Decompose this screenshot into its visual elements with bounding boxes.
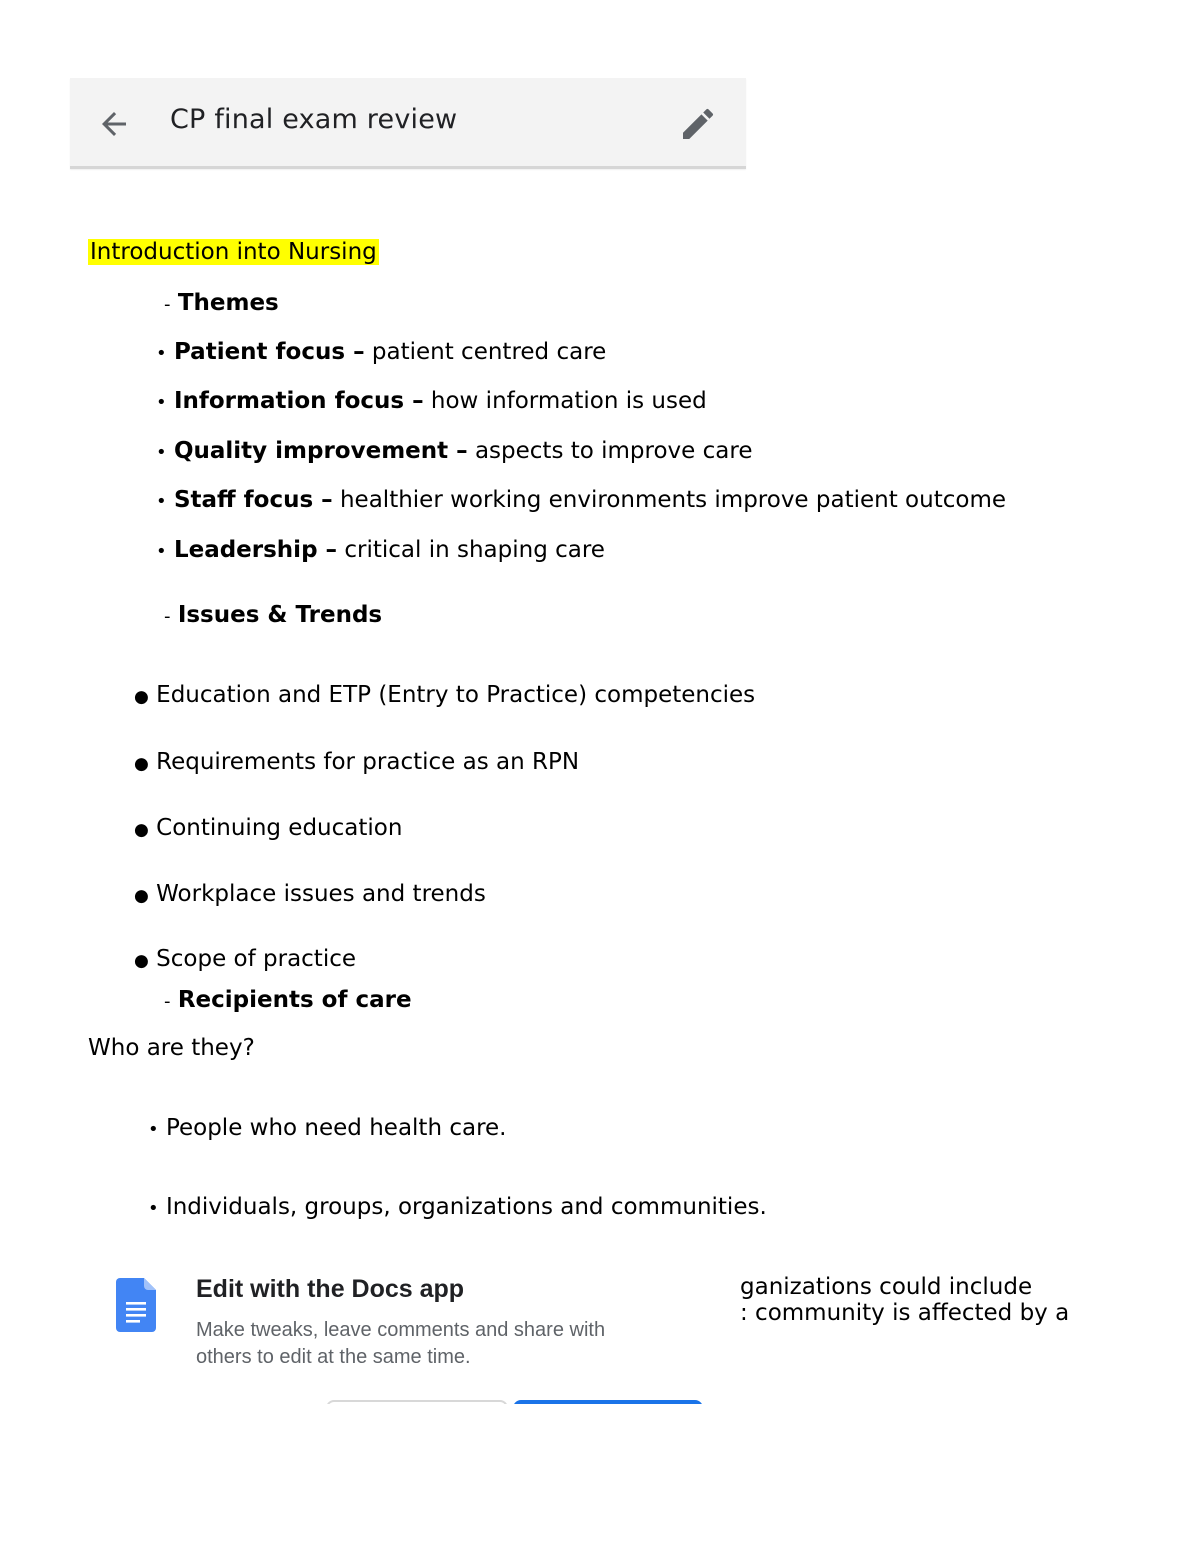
promo-body-line: Make tweaks, leave comments and share with: [196, 1319, 606, 1341]
section-heading: [88, 237, 379, 267]
document-title: CP final exam review: [170, 104, 458, 135]
highlighted-heading: Introduction into Nursing: [90, 239, 377, 265]
list-item: • Individuals, groups, organizations and communities.: [148, 1194, 767, 1220]
partial-text-line: : community is affected by a: [740, 1300, 1070, 1326]
list-item: ● Scope of practice: [134, 946, 357, 972]
promo-title: Edit with the Docs app: [196, 1275, 465, 1303]
app-bar: [70, 78, 746, 169]
edit-button[interactable]: [678, 104, 718, 144]
list-item: ● Education and ETP (Entry to Practice) competencies: [134, 682, 756, 708]
list-item: ● Requirements for practice as an RPN: [134, 749, 580, 775]
list-item: • Patient focus – patient centred care: [156, 339, 607, 365]
list-item: • Staff focus – healthier working environments improve patient outcome: [156, 487, 1006, 513]
page-blank-area: [0, 1404, 1200, 1553]
list-item: ● Continuing education: [134, 815, 403, 841]
arrow-back-icon: [96, 106, 132, 142]
partial-text-line: ganizations could include: [740, 1274, 1033, 1300]
list-item: ● Workplace issues and trends: [134, 881, 486, 907]
list-item: • Information focus – how information is used: [156, 388, 707, 414]
list-item: • People who need health care.: [148, 1115, 507, 1141]
question-text: Who are they?: [88, 1035, 255, 1061]
promo-body-line: others to edit at the same time.: [196, 1346, 471, 1368]
themes-heading: - Themes: [164, 290, 279, 316]
issues-heading: - Issues & Trends: [164, 602, 383, 628]
list-item: • Quality improvement – aspects to improve care: [156, 438, 753, 464]
recipients-heading: - Recipients of care: [164, 987, 412, 1013]
google-docs-icon: [116, 1278, 156, 1332]
back-button[interactable]: [96, 106, 132, 142]
pencil-icon: [678, 104, 718, 144]
list-item: • Leadership – critical in shaping care: [156, 537, 605, 563]
